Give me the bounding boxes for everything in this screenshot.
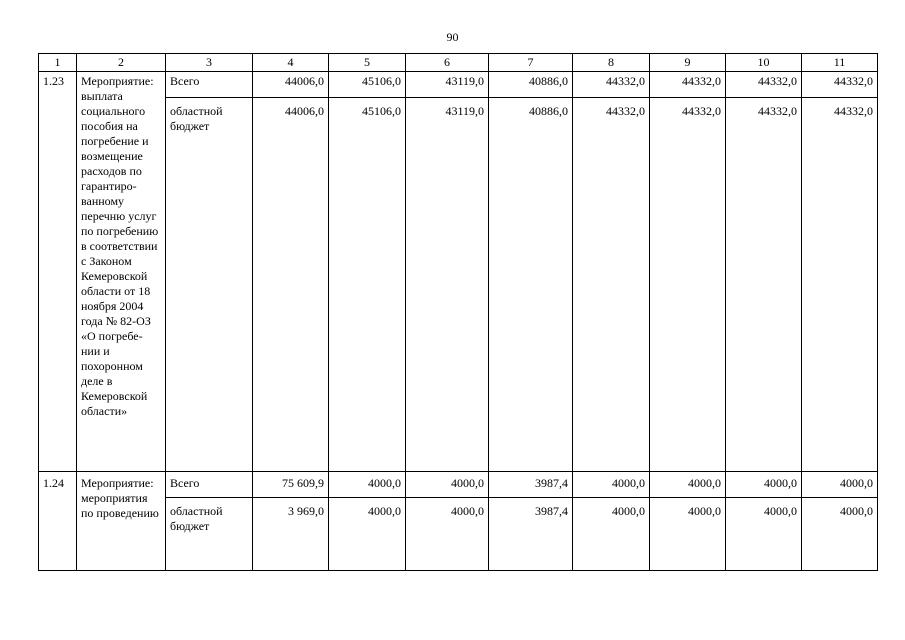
- table-cell: 45106,0: [329, 72, 406, 98]
- column-header: 10: [726, 54, 802, 72]
- column-header: 7: [489, 54, 573, 72]
- funding-source-label: Всего: [166, 472, 253, 498]
- table-cell: 75 609,9: [253, 472, 329, 498]
- budget-table: [38, 53, 878, 571]
- table-row: [39, 472, 878, 498]
- row-description: Мероприятие: выплата социального пособия на погребение и возмещение расходов по гарантиро-ванному перечню услуг по погребению в соответствии с Законом Кемеровской области от 18 ноября 2004 года № 82-ОЗ «О погребе-нии и похоронном деле в Кемеровской области»: [77, 72, 166, 472]
- table-cell: 4000,0: [573, 472, 650, 498]
- table-cell: 3987,4: [489, 472, 573, 498]
- funding-source-label: областной бюджет: [166, 98, 253, 472]
- table-cell: 44332,0: [650, 98, 726, 472]
- column-header: 2: [77, 54, 166, 72]
- table-cell: 40886,0: [489, 72, 573, 98]
- row-description: Мероприятие: мероприятия по проведению: [77, 472, 166, 571]
- row-code: 1.23: [39, 72, 77, 472]
- table-cell: 4000,0: [329, 472, 406, 498]
- table-cell: 44332,0: [650, 72, 726, 98]
- table-cell: 44332,0: [802, 72, 878, 98]
- table-cell: 44006,0: [253, 98, 329, 472]
- table-cell: 45106,0: [329, 98, 406, 472]
- table-cell: 4000,0: [650, 498, 726, 571]
- table-cell: 4000,0: [802, 498, 878, 571]
- column-header: 1: [39, 54, 77, 72]
- column-header: 9: [650, 54, 726, 72]
- column-header: 11: [802, 54, 878, 72]
- table-cell: 43119,0: [406, 72, 489, 98]
- table-row: [39, 72, 878, 98]
- table-cell: 4000,0: [329, 498, 406, 571]
- table-cell: 4000,0: [406, 472, 489, 498]
- table-cell: 40886,0: [489, 98, 573, 472]
- table-cell: 4000,0: [802, 472, 878, 498]
- row-code: 1.24: [39, 472, 77, 571]
- table-cell: 43119,0: [406, 98, 489, 472]
- column-header: 4: [253, 54, 329, 72]
- table-cell: 44332,0: [573, 98, 650, 472]
- table-cell: 3 969,0: [253, 498, 329, 571]
- page-number: 90: [446, 30, 459, 44]
- column-header: 3: [166, 54, 253, 72]
- table-cell: 44006,0: [253, 72, 329, 98]
- table-cell: 4000,0: [406, 498, 489, 571]
- table-cell: 4000,0: [726, 498, 802, 571]
- table-cell: 44332,0: [802, 98, 878, 472]
- funding-source-label: областной бюджет: [166, 498, 253, 571]
- funding-source-label: Всего: [166, 72, 253, 98]
- table-cell: 44332,0: [726, 98, 802, 472]
- table-cell: 4000,0: [726, 472, 802, 498]
- table-cell: 4000,0: [650, 472, 726, 498]
- column-header: 6: [406, 54, 489, 72]
- table-cell: 4000,0: [573, 498, 650, 571]
- column-header: 8: [573, 54, 650, 72]
- table-header-row: [39, 54, 878, 72]
- table-cell: 44332,0: [573, 72, 650, 98]
- table-cell: 44332,0: [726, 72, 802, 98]
- column-header: 5: [329, 54, 406, 72]
- table-cell: 3987,4: [489, 498, 573, 571]
